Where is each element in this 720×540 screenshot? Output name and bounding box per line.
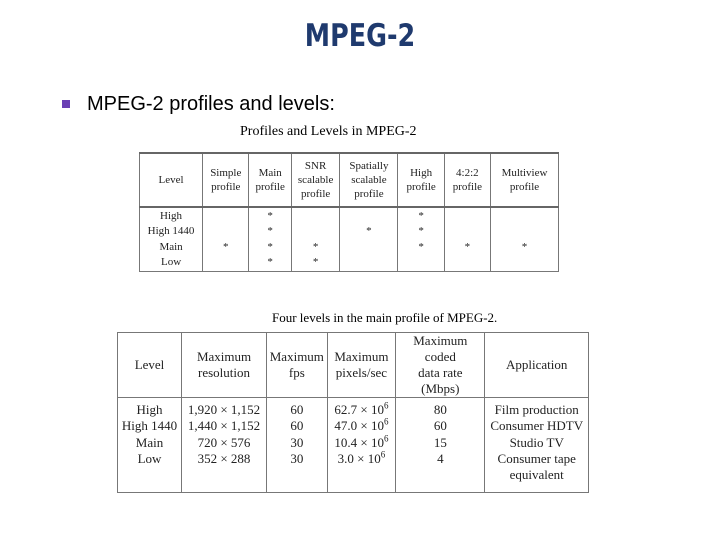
mark-cell xyxy=(399,255,442,271)
bullet-square-icon xyxy=(62,100,70,108)
table-body-row xyxy=(140,207,559,271)
header-spatial-profile xyxy=(340,153,398,207)
multiview-profile-column xyxy=(490,207,558,271)
header-text: profile xyxy=(406,181,436,194)
level-cell: Main xyxy=(159,240,183,253)
data-rate-cell: 60 xyxy=(433,418,447,434)
resolution-cell: 720 × 576 xyxy=(197,434,251,450)
snr-profile-column xyxy=(291,207,339,271)
header-text: Spatially xyxy=(349,160,389,173)
header-text: Multiview xyxy=(501,167,548,180)
header-text: Maximum coded xyxy=(413,333,468,364)
header-text: profile xyxy=(509,181,540,194)
header-text: resolution xyxy=(198,365,251,380)
mark-cell: * xyxy=(267,225,273,238)
header-text: profile xyxy=(452,181,483,194)
mark-cell xyxy=(341,209,396,225)
application-cell: Studio TV xyxy=(509,434,564,450)
mark-cell xyxy=(492,255,557,271)
fps-column xyxy=(267,398,328,493)
pixels-mantissa: 62.7 × 10 xyxy=(334,402,384,417)
pixels-exponent: 6 xyxy=(383,400,389,411)
pixels-exponent: 6 xyxy=(383,416,389,427)
level-cell: High 1440 xyxy=(121,418,178,434)
mark-cell xyxy=(204,224,247,240)
level-cell: Main xyxy=(135,434,164,450)
simple-profile-column xyxy=(203,207,249,271)
header-text: Simple xyxy=(210,167,242,180)
level-cell: High 1440 xyxy=(147,225,195,238)
application-cell: Consumer HDTV xyxy=(490,418,584,434)
header-text: profile xyxy=(255,181,285,194)
pixels-exponent: 6 xyxy=(380,449,386,460)
fps-cell: 60 xyxy=(290,402,304,417)
application-cell: equivalent xyxy=(509,467,564,483)
mark-cell: * xyxy=(418,209,424,222)
mark-cell xyxy=(492,224,557,240)
level-cell: High xyxy=(160,209,183,222)
mark-cell xyxy=(341,240,396,256)
header-text: pixels/sec xyxy=(335,365,388,380)
mark-cell: * xyxy=(521,240,528,253)
application-cell: Consumer tape xyxy=(497,450,576,466)
spatial-profile-column xyxy=(340,207,398,271)
data-rate-column xyxy=(396,398,485,493)
resolution-cell: 1,440 × 1,152 xyxy=(187,418,261,434)
bullet-item xyxy=(62,92,335,116)
mark-cell xyxy=(446,224,489,240)
pixels-exponent: 6 xyxy=(383,433,389,444)
header-text: profile xyxy=(354,188,384,201)
fps-cell: 60 xyxy=(290,418,304,434)
pixels-mantissa: 47.0 × 10 xyxy=(334,418,384,434)
mark-cell: * xyxy=(366,225,372,238)
bullet-text: MPEG-2 profiles and levels: xyxy=(87,92,335,115)
mark-cell xyxy=(341,255,396,271)
mark-cell xyxy=(204,209,247,225)
header-text: profile xyxy=(211,181,241,194)
header-text: Level xyxy=(134,357,165,372)
mark-cell: * xyxy=(267,256,273,269)
level-cell: Low xyxy=(137,450,162,466)
fps-cell: 30 xyxy=(290,434,304,450)
header-simple-profile xyxy=(203,153,249,207)
level-column xyxy=(140,207,203,271)
fps-cell: 30 xyxy=(290,450,304,466)
pixels-sec-cell xyxy=(330,435,394,451)
mark-cell xyxy=(293,209,338,225)
header-high-profile xyxy=(398,153,444,207)
table2-caption: Four levels in the main profile of MPEG-2. xyxy=(272,310,498,325)
header-text: Maximum xyxy=(334,349,389,364)
mark-cell: * xyxy=(267,209,273,222)
data-rate-cell: 15 xyxy=(433,434,447,450)
high-profile-column xyxy=(398,207,444,271)
data-rate-cell: 4 xyxy=(437,450,444,466)
mark-cell xyxy=(492,209,557,225)
mark-cell: * xyxy=(223,240,229,253)
header-text: Maximum xyxy=(269,349,324,364)
header-text: Maximum xyxy=(196,349,252,364)
level-cell: Low xyxy=(160,256,182,269)
table-body-row xyxy=(118,398,589,493)
page-title: MPEG-2 xyxy=(304,18,416,54)
header-text: Level xyxy=(158,174,184,187)
table-header-row xyxy=(140,153,559,207)
mark-cell xyxy=(204,255,247,271)
header-snr-profile xyxy=(291,153,339,207)
422-profile-column xyxy=(444,207,490,271)
header-text: High xyxy=(410,167,433,180)
application-column xyxy=(485,398,589,493)
mark-cell xyxy=(293,224,338,240)
header-text: profile xyxy=(300,188,331,201)
header-text: scalable xyxy=(351,174,387,187)
header-text: scalable xyxy=(297,174,334,187)
pixels-sec-cell xyxy=(330,402,394,418)
main-profile-levels-table xyxy=(117,332,589,493)
pixels-sec-cell xyxy=(330,451,394,467)
table-header-row xyxy=(118,333,589,398)
mark-cell xyxy=(446,209,489,225)
main-profile-column xyxy=(249,207,291,271)
header-fps xyxy=(267,333,328,398)
mark-cell: * xyxy=(312,256,319,269)
pixels-sec-column xyxy=(327,398,396,493)
header-text: 4:2:2 xyxy=(456,167,479,180)
header-multiview-profile xyxy=(490,153,558,207)
header-text: SNR xyxy=(304,160,327,173)
header-application xyxy=(485,333,589,398)
header-resolution xyxy=(182,333,267,398)
level-column xyxy=(118,398,182,493)
resolution-cell: 1,920 × 1,152 xyxy=(187,402,261,417)
profiles-levels-table xyxy=(139,152,559,272)
table1-caption: Profiles and Levels in MPEG-2 xyxy=(240,124,417,139)
pixels-mantissa: 3.0 × 10 xyxy=(337,450,381,466)
header-text: data rate (Mbps) xyxy=(418,365,463,396)
header-level xyxy=(118,333,182,398)
header-pixels-sec xyxy=(327,333,396,398)
data-rate-cell: 80 xyxy=(433,402,447,417)
mark-cell: * xyxy=(418,225,424,238)
header-main-profile xyxy=(249,153,291,207)
resolution-cell: 352 × 288 xyxy=(197,450,251,466)
mark-cell: * xyxy=(418,240,424,253)
header-text: Main xyxy=(258,167,282,180)
mark-cell xyxy=(446,255,489,271)
mark-cell: * xyxy=(464,240,471,253)
header-level xyxy=(140,153,203,207)
header-422-profile xyxy=(444,153,490,207)
pixels-sec-cell xyxy=(330,418,394,434)
header-text: fps xyxy=(288,365,305,380)
pixels-mantissa: 10.4 × 10 xyxy=(334,434,384,450)
header-data-rate xyxy=(396,333,485,398)
mark-cell: * xyxy=(267,240,273,253)
application-cell: Film production xyxy=(494,402,579,417)
header-text: Application xyxy=(506,357,568,372)
level-cell: High xyxy=(136,402,163,417)
mark-cell: * xyxy=(312,240,319,253)
resolution-column xyxy=(182,398,267,493)
